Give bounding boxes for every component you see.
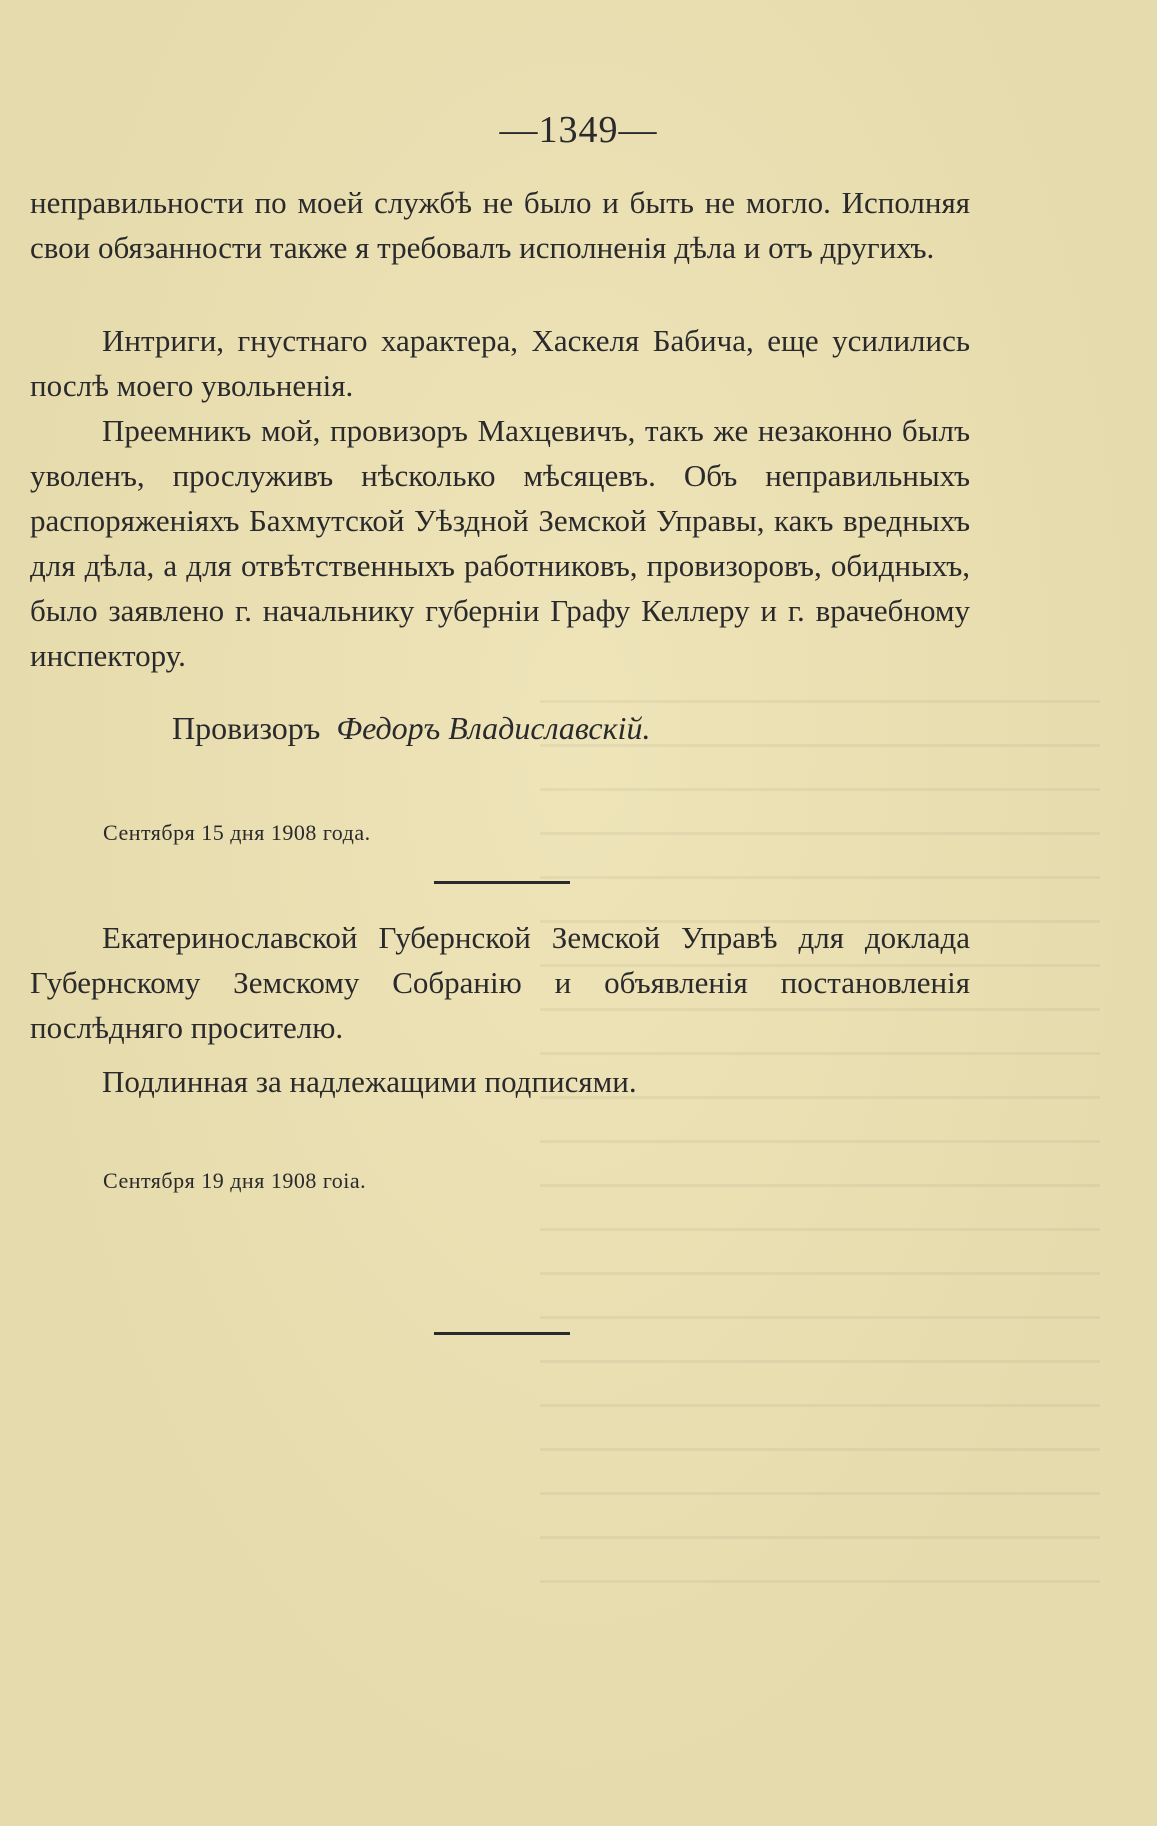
paragraph-1: неправильности по моей службѣ не было и быть не могло. Исполняя свои обязанности также я требовалъ исполненія дѣла и отъ другихъ. (30, 185, 970, 265)
section-divider-2 (434, 1332, 570, 1335)
paragraph-2: Интриги, гнустнаго характера, Хаскеля Бабича, еще усилились послѣ моего увольненія. (30, 323, 970, 403)
signature-title: Провизоръ (172, 710, 321, 746)
date-line-1: Сентября 15 дня 1908 года. (103, 820, 371, 845)
paragraph-4: Екатеринославской Губернской Земской Управѣ для доклада Губернскому Земскому Собранію и объявленія постановленія послѣдняго просителю. (30, 920, 970, 1045)
signature-name: Федоръ Владиславскій. (336, 710, 651, 746)
page-number: —1349— (499, 109, 658, 151)
paragraph-5: Подлинная за надлежащими подписями. (102, 1064, 637, 1099)
signature-line (172, 710, 650, 747)
bleed-through-texture (540, 700, 1100, 1600)
section-divider-1 (434, 881, 570, 884)
date-line-2: Сентября 19 дня 1908 гоіа. (103, 1168, 367, 1193)
paragraph-3: Преемникъ мой, провизоръ Махцевичъ, такъ же незаконно былъ уволенъ, прослуживъ нѣсколько мѣсяцевъ. Объ неправильныхъ распоряженіяхъ Бахмутской Уѣздной Земской Управы, какъ вредныхъ для дѣла, а для отвѣтственныхъ работниковъ, провизоровъ, обидныхъ, было заявлено г. начальнику губерніи Графу Келлеру и г. врачебному инспектору. (30, 413, 970, 673)
